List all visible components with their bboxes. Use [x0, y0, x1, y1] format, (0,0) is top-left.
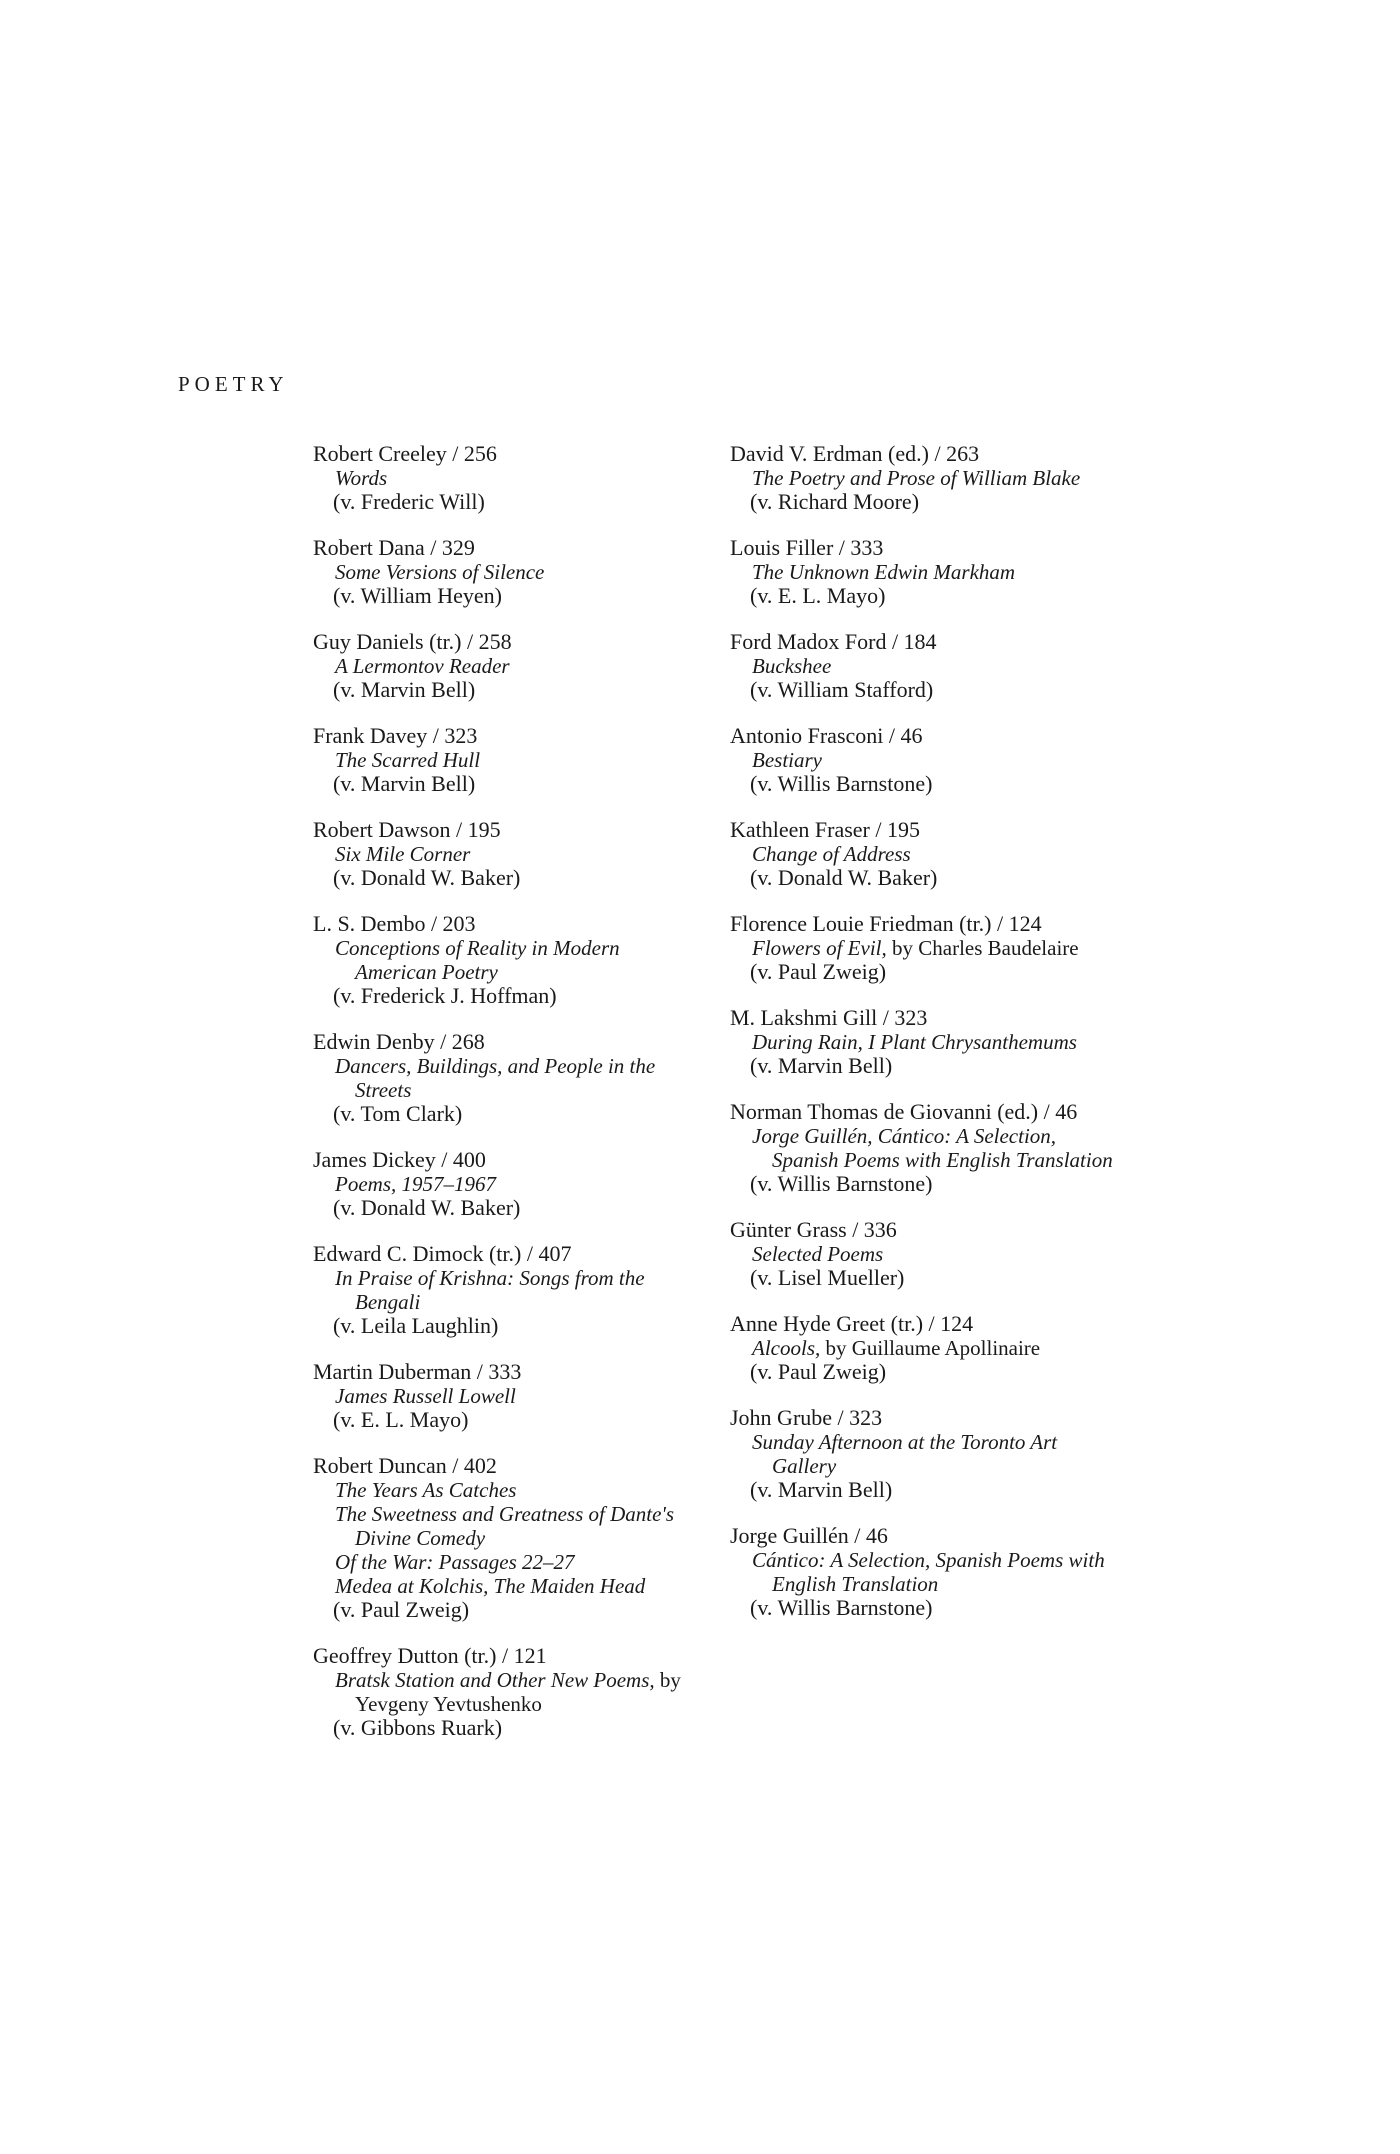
entry-author-page: M. Lakshmi Gill / 323: [730, 1005, 928, 1030]
entry-author-page: Norman Thomas de Giovanni (ed.) / 46: [730, 1099, 1078, 1124]
bibliography-entry: [313, 1454, 703, 1622]
bibliography-entry: [730, 1006, 1120, 1078]
entry-reviewer: (v. Marvin Bell): [333, 771, 476, 796]
bibliography-entry: [730, 630, 1120, 702]
entry-title: Poems, 1957–1967: [335, 1172, 496, 1196]
entry-author-page: Anne Hyde Greet (tr.) / 124: [730, 1311, 974, 1336]
entry-title-text: Flowers of Evil,: [752, 936, 887, 960]
entry-reviewer: (v. Leila Laughlin): [333, 1313, 499, 1338]
entry-reviewer: (v. Paul Zweig): [750, 959, 887, 984]
bibliography-entry: [730, 1218, 1120, 1290]
entry-reviewer: (v. E. L. Mayo): [750, 583, 886, 608]
entry-title: The Unknown Edwin Markham: [752, 560, 1016, 584]
entry-title: [730, 936, 1120, 960]
entry-title: Change of Address: [752, 842, 911, 866]
entry-reviewer: (v. Richard Moore): [750, 489, 920, 514]
bibliography-entry: [730, 1100, 1120, 1196]
entry-author-page: John Grube / 323: [730, 1405, 883, 1430]
entry-title: Bestiary: [752, 748, 822, 772]
entry-reviewer: (v. Marvin Bell): [750, 1477, 893, 1502]
bibliography-entry: [730, 536, 1120, 608]
entry-title: The Sweetness and Greatness of Dante's Divine Comedy: [335, 1502, 675, 1550]
entry-reviewer: (v. Donald W. Baker): [333, 865, 521, 890]
entry-author-page: Frank Davey / 323: [313, 723, 478, 748]
entry-author-page: James Dickey / 400: [313, 1147, 486, 1172]
bibliography-entry: [313, 442, 703, 514]
entry-author-page: Ford Madox Ford / 184: [730, 629, 937, 654]
entry-author-page: Robert Duncan / 402: [313, 1453, 497, 1478]
entry-author-page: Günter Grass / 336: [730, 1217, 897, 1242]
entry-title: Cántico: A Selection, Spanish Poems with English Translation: [752, 1548, 1105, 1596]
entry-author-page: Edwin Denby / 268: [313, 1029, 485, 1054]
entry-author-page: Antonio Frasconi / 46: [730, 723, 923, 748]
bibliography-entry: [730, 1524, 1120, 1620]
entry-reviewer: (v. Paul Zweig): [750, 1359, 887, 1384]
entry-reviewer: (v. Donald W. Baker): [750, 865, 938, 890]
entry-reviewer: (v. Willis Barnstone): [750, 1595, 933, 1620]
entry-title-tail: by Yevgeny Yevtushenko: [355, 1668, 681, 1716]
bibliography-entry: [313, 1148, 703, 1220]
entry-title: Words: [335, 466, 388, 490]
entry-title: A Lermontov Reader: [335, 654, 510, 678]
entry-title: Dancers, Buildings, and People in the Streets: [335, 1054, 656, 1102]
entry-title: Conceptions of Reality in Modern American Poetry: [335, 936, 620, 984]
bibliography-entry: [313, 912, 703, 1008]
entry-author-page: Kathleen Fraser / 195: [730, 817, 920, 842]
entry-author-page: Florence Louie Friedman (tr.) / 124: [730, 911, 1042, 936]
bibliography-entry: [730, 1312, 1120, 1384]
bibliography-entry: [313, 818, 703, 890]
entry-title-tail: by Charles Baudelaire: [892, 936, 1079, 960]
bibliography-entry: [313, 1030, 703, 1126]
entry-author-page: Edward C. Dimock (tr.) / 407: [313, 1241, 572, 1266]
entry-author-page: Geoffrey Dutton (tr.) / 121: [313, 1643, 547, 1668]
right-column: [730, 442, 1120, 1642]
entry-author-page: Robert Dawson / 195: [313, 817, 501, 842]
bibliography-entry: [313, 536, 703, 608]
entry-title: Six Mile Corner: [335, 842, 471, 866]
entry-title: Buckshee: [752, 654, 832, 678]
entry-author-page: Jorge Guillén / 46: [730, 1523, 888, 1548]
entry-reviewer: (v. Frederic Will): [333, 489, 485, 514]
entry-reviewer: (v. Marvin Bell): [750, 1053, 893, 1078]
section-title: POETRY: [178, 372, 289, 396]
entry-title: The Years As Catches: [335, 1478, 517, 1502]
entry-title-text: Alcools,: [752, 1336, 821, 1360]
entry-reviewer: (v. Lisel Mueller): [750, 1265, 905, 1290]
entry-title: Medea at Kolchis, The Maiden Head: [335, 1574, 646, 1598]
entry-reviewer: (v. Paul Zweig): [333, 1597, 470, 1622]
entry-reviewer: (v. Gibbons Ruark): [333, 1715, 503, 1740]
entry-author-page: Guy Daniels (tr.) / 258: [313, 629, 512, 654]
left-column: [313, 442, 703, 1762]
entry-title: [730, 1336, 1120, 1360]
bibliography-entry: [313, 1360, 703, 1432]
entry-title: Sunday Afternoon at the Toronto Art Gallery: [752, 1430, 1058, 1478]
entry-title: During Rain, I Plant Chrysanthemums: [752, 1030, 1077, 1054]
entry-title: The Poetry and Prose of William Blake: [752, 466, 1081, 490]
entry-title: In Praise of Krishna: Songs from the Bengali: [335, 1266, 645, 1314]
bibliography-entry: [313, 1242, 703, 1338]
entry-title: The Scarred Hull: [335, 748, 481, 772]
bibliography-entry: [730, 724, 1120, 796]
bibliography-entry: [313, 1644, 703, 1740]
entry-title: Selected Poems: [752, 1242, 884, 1266]
entry-title-text: Bratsk Station and Other New Poems,: [335, 1668, 655, 1692]
entry-author-page: Robert Dana / 329: [313, 535, 475, 560]
entry-reviewer: (v. Marvin Bell): [333, 677, 476, 702]
entry-author-page: Louis Filler / 333: [730, 535, 884, 560]
entry-title: [313, 1668, 703, 1716]
entry-reviewer: (v. Frederick J. Hoffman): [333, 983, 557, 1008]
bibliography-entry: [730, 912, 1120, 984]
entry-author-page: L. S. Dembo / 203: [313, 911, 476, 936]
entry-title: Of the War: Passages 22–27: [335, 1550, 575, 1574]
bibliography-entry: [730, 442, 1120, 514]
entry-author-page: David V. Erdman (ed.) / 263: [730, 441, 980, 466]
entry-reviewer: (v. E. L. Mayo): [333, 1407, 469, 1432]
entry-reviewer: (v. Tom Clark): [333, 1101, 463, 1126]
bibliography-entry: [313, 724, 703, 796]
entry-reviewer: (v. William Heyen): [333, 583, 502, 608]
bibliography-entry: [730, 1406, 1120, 1502]
entry-reviewer: (v. Willis Barnstone): [750, 1171, 933, 1196]
entry-reviewer: (v. Willis Barnstone): [750, 771, 933, 796]
entry-author-page: Martin Duberman / 333: [313, 1359, 522, 1384]
entry-title: Jorge Guillén, Cántico: A Selection, Spanish Poems with English Translation: [752, 1124, 1113, 1172]
entry-title: James Russell Lowell: [335, 1384, 516, 1408]
bibliography-entry: [313, 630, 703, 702]
bibliography-entry: [730, 818, 1120, 890]
entry-title: Some Versions of Silence: [335, 560, 545, 584]
entry-author-page: Robert Creeley / 256: [313, 441, 497, 466]
entry-reviewer: (v. William Stafford): [750, 677, 934, 702]
entry-reviewer: (v. Donald W. Baker): [333, 1195, 521, 1220]
entry-title-tail: by Guillaume Apollinaire: [825, 1336, 1041, 1360]
